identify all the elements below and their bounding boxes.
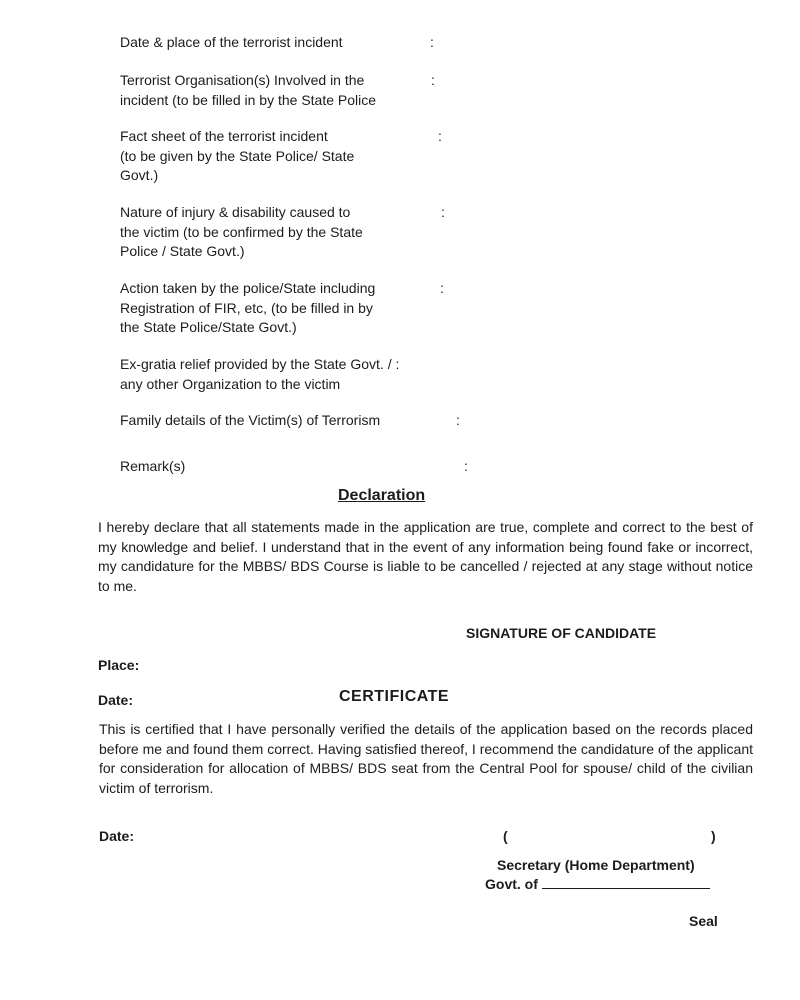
field-colon: : <box>430 34 434 50</box>
signature-of-candidate-label: SIGNATURE OF CANDIDATE <box>466 625 657 641</box>
certificate-heading: CERTIFICATE <box>339 688 450 705</box>
field-label-remarks: Remark(s) <box>120 458 186 474</box>
field-label-family-details: Family details of the Victim(s) of Terrorism <box>120 412 381 428</box>
declaration-heading: Declaration <box>338 487 426 504</box>
paren-close: ) <box>711 828 716 844</box>
field-colon: : <box>464 458 468 474</box>
paren-open: ( <box>503 828 508 844</box>
field-label-nature-of-injury: Nature of injury & disability caused to the victim (to be confirmed by the State Police / State Govt.) <box>120 204 363 259</box>
field-label-fact-sheet: Fact sheet of the terrorist incident (to be given by the State Police/ State Govt.) <box>120 128 355 183</box>
secretary-home-department-label: Secretary (Home Department) <box>497 857 695 873</box>
certificate-date-label: Date: <box>99 828 135 844</box>
seal-label: Seal <box>689 913 718 929</box>
place-label: Place: <box>98 657 140 673</box>
field-colon: : <box>441 204 445 220</box>
field-label-ex-gratia-relief: Ex-gratia relief provided by the State Govt. / : any other Organization to the victim <box>120 356 400 392</box>
field-colon: : <box>431 72 435 88</box>
date-label: Date: <box>98 692 134 708</box>
field-label-action-taken: Action taken by the police/State including Registration of FIR, etc, (to be filled in by the State Police/State Govt.) <box>120 280 376 335</box>
govt-of-blank <box>542 888 710 889</box>
field-label-incident-date-place: Date & place of the terrorist incident <box>120 34 343 50</box>
govt-of-label: Govt. of <box>485 876 538 892</box>
declaration-text: I hereby declare that all statements made in the application are true, complete and correct to the best of my knowledge and belief. I understand that in the event of any information being found fake or incorrect, my candidature for the MBBS/ BDS Course is liable to be cancelled / rejected at any stage without notice to me. <box>98 519 753 594</box>
field-colon: : <box>440 280 444 296</box>
field-colon: : <box>438 128 442 144</box>
field-colon: : <box>456 412 460 428</box>
field-label-terrorist-organisation: Terrorist Organisation(s) Involved in the incident (to be filled in by the State Police <box>120 72 377 108</box>
govt-of-line <box>485 876 710 892</box>
certificate-text: This is certified that I have personally verified the details of the application based on the records placed before me and found them correct. Having satisfied thereof, I recommend the candidature of the applicant for consideration for allocation of MBBS/ BDS seat from the Central Pool for spouse/ child of the civilian victim of terrorism. <box>99 721 753 796</box>
